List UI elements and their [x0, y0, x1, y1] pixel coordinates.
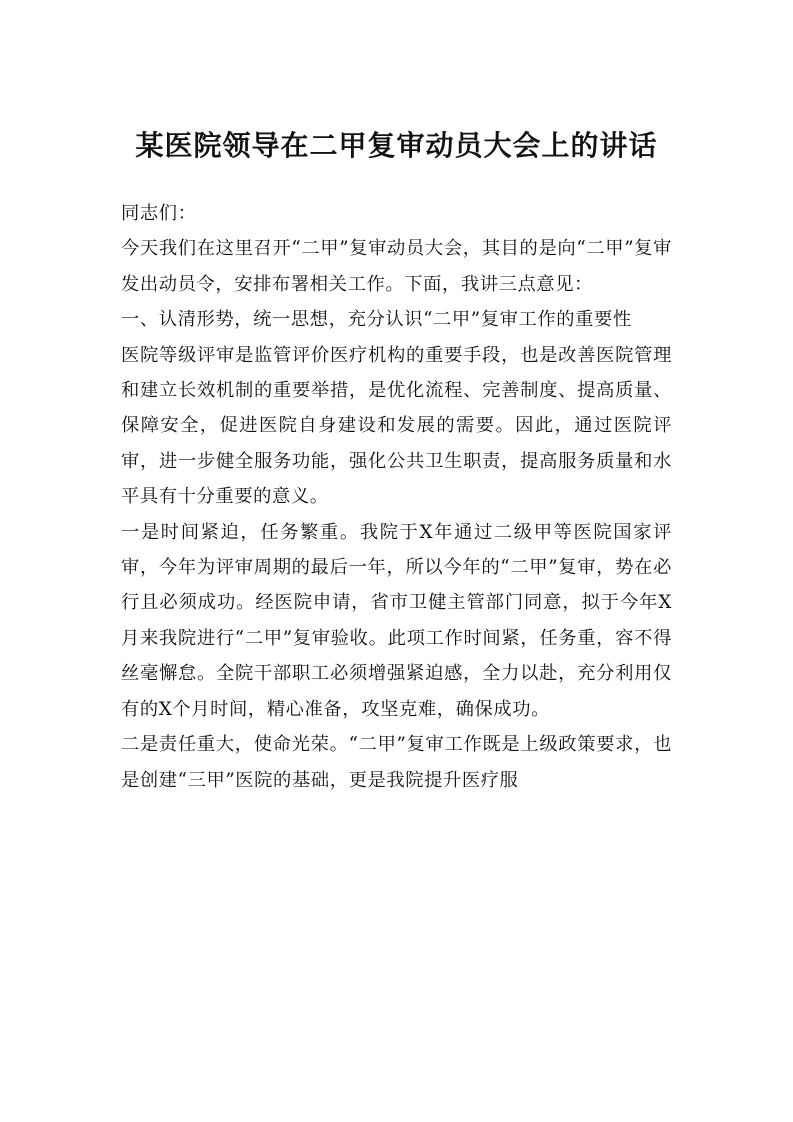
intro-paragraph: 今天我们在这里召开“二甲”复审动员大会，其目的是向“二甲”复审发出动员令，安排布署相关工作。下面，我讲三点意见： [121, 238, 672, 295]
section-heading-1: 一、认清形势，统一思想，充分认识“二甲”复审工作的重要性 [121, 309, 632, 331]
document-body [121, 196, 672, 798]
body-paragraph: 一是时间紧迫，任务繁重。我院于X年通过二级甲等医院国家评审，今年为评审周期的最后一年，所以今年的“二甲”复审，势在必行且必须成功。经医院申请，省市卫健主管部门同意，拟于今年X月来我院进行“二甲”复审验收。此项工作时间紧，任务重，容不得丝毫懈怠。全院干部职工必须增强紧迫感，全力以赴，充分利用仅有的X个月时间，精心准备，攻坚克难，确保成功。 [121, 521, 672, 720]
body-paragraph: 二是责任重大，使命光荣。“二甲”复审工作既是上级政策要求，也是创建“三甲”医院的基础，更是我院提升医疗服 [121, 734, 672, 791]
body-paragraph: 医院等级评审是监管评价医疗机构的重要手段，也是改善医院管理和建立长效机制的重要举措，是优化流程、完善制度、提高质量、保障安全，促进医院自身建设和发展的需要。因此，通过医院评审，进一步健全服务功能，强化公共卫生职责，提高服务质量和水平具有十分重要的意义。 [121, 344, 672, 508]
document-title: 某医院领导在二甲复审动员大会上的讲话 [135, 129, 658, 162]
salutation: 同志们： [121, 203, 197, 224]
